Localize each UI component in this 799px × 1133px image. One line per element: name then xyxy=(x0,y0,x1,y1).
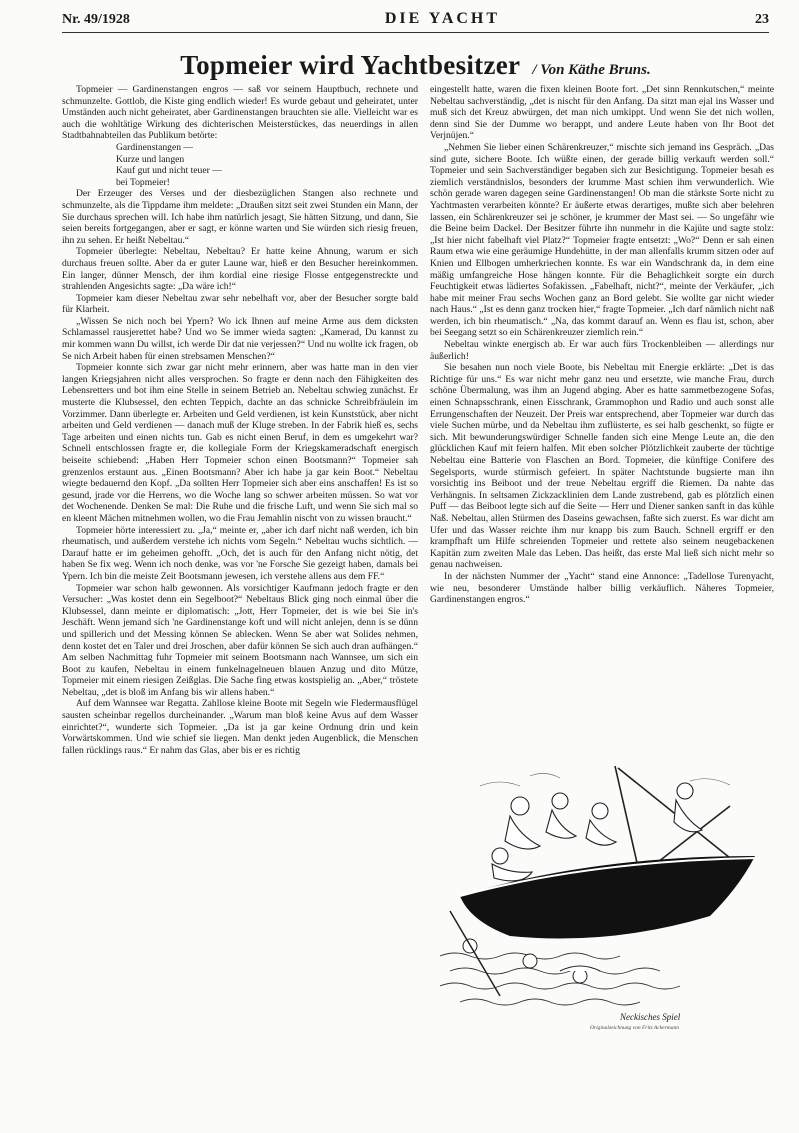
paragraph: Topmeier kam dieser Nebeltau zwar sehr nebelhaft vor, aber der Besucher sorgte bald für Klarheit. xyxy=(62,292,418,316)
paragraph: Topmeier überlegte: Nebeltau, Nebeltau? Er hatte keine Ahnung, warum er sich durchaus freuen sollte. Aber da er guter Laune war, hieß er den Besucher hereinkommen. Ein langer, dünner Mensch, der ihm kordial eine riesige Flosse entgegenstreckte und strahlenden Angesichts sagte: „Da wäre ich!“ xyxy=(62,246,418,293)
paragraph: Auf dem Wannsee war Regatta. Zahllose kleine Boote mit Segeln wie Fledermausflügel sausten scheinbar regellos durcheinander. „Warum man bloß keine Avus auf dem Wasser einrichtet?“, wunderte sich Topmeier. „Da ist ja gar keine Ordnung drin und kein Vorwärtskommen. Und wie schief sie liegen. Man denkt jeden Augenblick, die Menschen fallen rücklings raus.“ Er nahm das Glas, aber bis er es richtig xyxy=(62,698,418,756)
water-waves xyxy=(440,953,680,1005)
page-header xyxy=(62,10,769,32)
swimmers xyxy=(463,939,600,983)
verse-line: Kurze und langen xyxy=(116,153,185,165)
verse-line: Gardinenstangen — xyxy=(116,141,193,153)
header-rule xyxy=(62,32,769,33)
paragraph: In der nächsten Nummer der „Yacht“ stand eine Annonce: „Tadellose Turenyacht, wie neu, besonderer Umstände halber billig verkäuflich. Näheres Topmeier, Gardinenstangen engros.“ xyxy=(430,570,774,606)
left-column xyxy=(62,84,418,1094)
article-heading xyxy=(62,50,769,84)
page-number: 23 xyxy=(754,12,769,27)
verse-line: Kauf gut und nicht teuer — xyxy=(116,165,222,177)
paragraph: Nebeltau winkte energisch ab. Er war auch fürs Trockenbleiben — allerdings nur äußerlich! xyxy=(430,339,774,362)
issue-number: Nr. 49/1928 xyxy=(62,12,130,27)
paragraph: Der Erzeuger des Verses und der diesbezüglichen Stangen also rechnete und schmunzelte, als die Tippdame ihm meldete: „Draußen sitzt seit zwei Stunden ein Mann, der Sie durchaus sprechen will. Ich habe ihm natürlich jesagt, Sie hätten Sitzung, und dann, Sie seien bereits fortgegangen, aber er sagt, er könne warten und Sie würden sich riesig freuen, ihn zu sehen. Er heißt Nebeltau.“ xyxy=(62,188,418,246)
verse-line: bei Topmeier! xyxy=(116,176,170,188)
magazine-title: DIE YACHT xyxy=(384,10,501,27)
paragraph: Topmeier — Gardinenstangen engros — saß vor seinem Hauptbuch, rechnete und schmunzelte. Gottlob, die Kiste ging endlich wieder! Es wurde gebaut und geheiratet, unter Umständen auch nicht geheiratet, aber Gardinenstangen brauchten sie alle. Vielleicht war es auch die wohltätige Wirkung des dichterischen Meisterstückes, das neuerdings in allen Stadtbahnabteilen das Publikum betörte: xyxy=(62,84,418,142)
illustration-credit: Originalzeichnung von Fritz Ackermann xyxy=(590,1025,679,1031)
paragraph: Sie besahen nun noch viele Boote, bis Nebeltau mit Energie erklärte: „Det is das Richtige für uns.“ Es war nicht mehr ganz neu und ersetzte, wie manche Frau, durch schöne Übermalung, was ihm an Jugend abging. Aber es hatte sammetbezogene Sofas, einen Schnapsschrank, einen Eisschrank, Grammophon und Radio und auch sonst alle Errungenschaften der Neuzeit. Der Preis war entsprechend, aber Topmeier war durch das viele Suchen mürbe, und da Nebeltau ihm zuflüsterte, es sei halb geschenkt, so fügte er sich. Mit bewunderungswürdiger Schnelle fanden sich eine Menge Leute an, die den glücklichen Kauf mit feiern halfen. Mit eben solcher Plötzlichkeit zauberte der tüchtige Nebeltau eine Batterie von Flaschen an Bord. Topmeier, die künftige Conifere des Segelsports, wurde stürmisch gefeiert. In später Nachtstunde bugsierte man ihn vorsichtig ins Beiboot und der treue Nebeltau ergriff die Riemen. Da nahte das Verhängnis. In seltsamen Zickzacklinien dem Lande zustrebend, gab es plötzlich einen Puff — das Beiboot legte sich auf die Seite — Herr und Diener sanken sanft in das kühle Naß. Nebeltau, allen Stürmen des Daseins gewachsen, faßte sich zuerst. Es war dicht am Ufer und das Wasser reichte ihm nur knapp bis zum Bauch. Schnell ergriff er den krampfhaft um Hilfe schreienden Topmeier und rettete also seinem neugebackenen Kapitän zum zweiten Male das Leben. Das heißt, das erste Mal ließ sich nicht mehr so genau nachweisen. xyxy=(430,362,774,571)
illustration-caption: Neckisches Spiel xyxy=(620,1012,681,1022)
right-column xyxy=(430,84,774,784)
paragraph: „Nehmen Sie lieber einen Schärenkreuzer,“ mischte sich jemand ins Gespräch. „Das sind gute, sichere Boote. Ich wüßte einen, der gerade billig verkauft werden soll.“ Topmeier und sein Sachverständiger begaben sich zur Besichtigung. Topmeier besah es ziemlich verständnislos, besonders der krumme Mast schien ihm verwunderlich. Wie schön gerade waren dagegen seine Gardinenstangen! Ob man die stärkste Sorte nicht zu Yachtmasten verarbeiten könnte? Er äußerte etwas derartiges, mußte sich aber belehren lassen, ein Schärenkreuzer sei je schöner, je krummer der Mast sei. — So ungefähr wie die Beine beim Dackel. Der Besitzer führte ihn nunmehr in die Kajüte und sagte stolz: „Ist hier nicht fabelhaft viel Platz?“ Topmeier fragte entsetzt: „Wo?“ Denn er sah einen Raum etwa wie eine geräumige Hundehütte, in der man allenfalls krumm sitzen oder auf Knien und Ellbogen umherkriechen konnte. Es war ein Wandschrank da, in dem eine mäßig umfangreiche Hose hängen konnte. Für die Behaglichkeit sorgte ein durch Feuchtigkeit etwas lädiertes Sofakissen. „Fabelhaft, nicht?“, meinte der Verkäufer, „ich habe mit meiner Frau sechs Wochen ganz an Bord gelebt. Sie wollte gar nicht wieder nach Haus.“ „Ist es denn ganz trocken hier,“ fragte Topmeier. „Ich darf nämlich nicht naß werden, ich bin rheumatisch.“ „Na, das kommt darauf an. Wenn es flau ist, schon, aber bei Seegang setzt so ein Schärenkreuzer ziemlich rein.“ xyxy=(430,141,774,339)
advertising-verse xyxy=(116,142,418,188)
paragraph: Topmeier hörte interessiert zu. „Ja,“ meinte er, „aber ich darf nicht naß werden, ich bin rheumatisch, und außerdem verstehe ich nichts vom Segeln.“ Nebeltau wuchs sichtlich. — Darauf hatte er im geheimen gehofft. „Och, det is auch für den Anfang nicht nötig, det haben Se fix weg. Wenn ich noch denke, was vor 'ne Forsche Sie gezeigt haben, damals bei Ypern. Ich bin die meiste Zeit Bootsmann jewesen, ich verstehe allens aus dem FF.“ xyxy=(62,524,418,582)
paragraph: Topmeier war schon halb gewonnen. Als vorsichtiger Kaufmann jedoch fragte er den Versucher: „Was kostet denn ein Segelboot?“ Nebeltaus Blick ging noch einmal über die Klubsessel, dann meinte er diplomatisch: „Jott, Herr Topmeier, det is wie bei Sie in's Jeschäft. Wenn jemand sich 'ne Gardinenstange koft und will nicht anlejen, denn is se dünn und spillerich und det Messing können Se ablecken. Wenn Se aber wat Solides nehmen, denn kostet det en Taler und drei Jroschen, aber dafür können Se sich auch dran aufhängen.“ Am selben Nachmittag fuhr Topmeier mit seinem Bootsmann nach Wannsee, um sich ein Boot zu kaufen, Nebeltau in einem funkelnagelneuen blauen Anzug und dito Mütze, Topmeier mit einem riesigen Zeißglas. Die Sache fing etwas kostspielig an. „Aber,“ tröstete Nebeltau, „det is bloß im Anfang bis wir allens haben.“ xyxy=(62,582,418,698)
sketch-lines xyxy=(480,773,730,786)
paragraph: eingestellt hatte, waren die fixen kleinen Boote fort. „Det sinn Rennkutschen,“ meinte Nebeltau sachverständig, „det is nischt für den Anfang. Da sitzt man ejal ins Wasser und muß sich det Kreuz abwürgen, det man nich umkippt. Und wenn Sie det nich wollen, denn sind Sie der Dumme wo berappt, und andere Leute haben von Ihr Boot det Verjnüjen.“ xyxy=(430,84,774,142)
paragraph: „Wissen Se nich noch bei Ypern? Wo ick Ihnen auf meine Arme aus dem dicksten Schlamassel rausjerettet habe? Und wo Se immer wieda sagten: „Kamerad, Du kannst zu mir kommen wann Du willst, ich werde Dir dat nie verjessen?“ Und nu wollte ick fragen, ob Se nich Arbeit haben für einen strebsamen Menschen?“ xyxy=(62,315,418,362)
paragraph: Topmeier konnte sich zwar gar nicht mehr erinnern, aber was hatte man in den vier langen Kriegsjahren nicht alles versprochen. So fragte er denn nach den Fähigkeiten des Lebensretters und bot ihm eine Stelle in seinem Betrieb an. Nebeltau schwieg zunächst. Er musterte die Klubsessel, den echten Teppich, dachte an das schnicke Schreibfräulein im Vorzimmer. Dann überlegte er. Arbeiten und Geld verdienen, ist kein Kunststück, aber nicht arbeiten und Geld verdienen — danach muß der Kluge streben. In der Fabrik hieß es, sechs Tage arbeiten und einen nichts tun. Gab es nicht einen Beruf, in dem es umgekehrt war? Schnell entschlossen fragte er, die kollegiale Form der Kriegskameradschaft energisch beiseite schiebend: „Haben Herr Topmeier schon einen Bootsmann?“ Topmeier sah grenzenlos erstaunt aus. „Einen Bootsmann? Aber ich habe ja gar kein Boot.“ Nebeltau wiegte bedauernd den Kopf. „Da sollten Herr Topmeier sich aber eins anschaffen! Es ist so gesund, jrade vor die Herrens, wo die Woche lang so schwer arbeiten müssen. So wat vor det Wochenende. Denken Se mal: Die Ruhe und die frische Luft, und wenn Sie sich mal so en kleent Mächen mitnehmen wollen, wo die Frau Jemahlin nischt von zu wissen braucht.“ xyxy=(62,362,418,524)
article-byline: / Von Käthe Bruns. xyxy=(532,62,651,78)
article-title: Topmeier wird Yachtbesitzer xyxy=(180,50,521,80)
yacht-illustration xyxy=(440,766,770,1036)
